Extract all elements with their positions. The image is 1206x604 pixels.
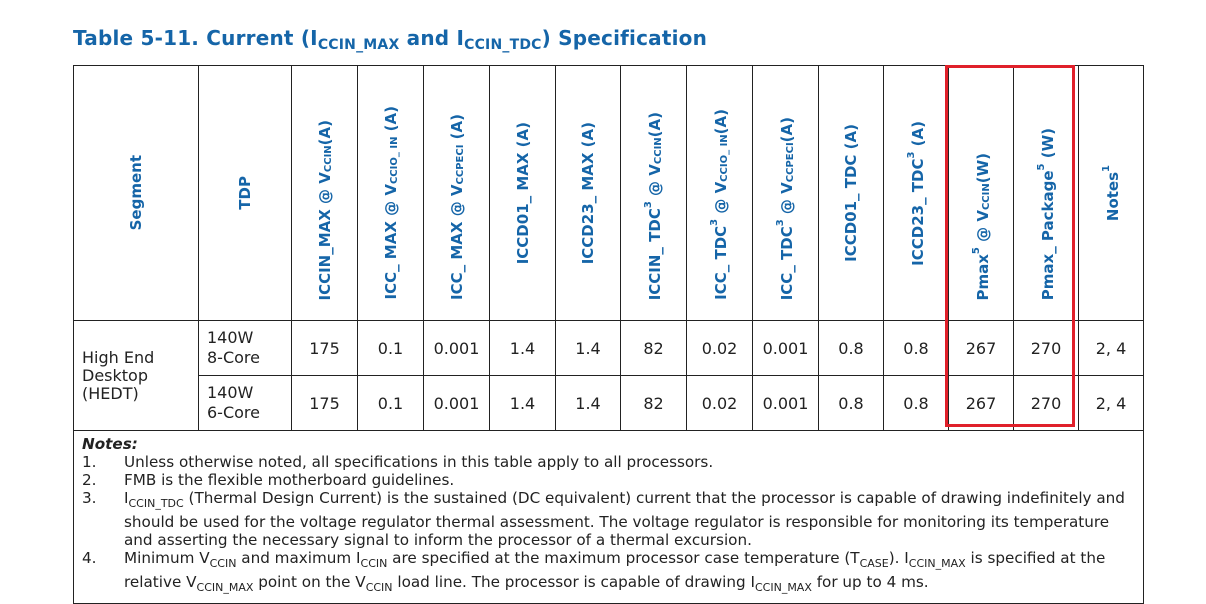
notes-row — [74, 431, 1144, 604]
value-cell: 0.001 — [424, 376, 490, 431]
note-item: 4. Minimum $V_{CCIN}$ and maximum $I_{CCIN}$ are specified at the maximum processor case temperature $(T_{CASE})$. $I_{CCIN\_MAX}$ is specified at the relative $V_{CCIN\_MAX}$ point on the $V_{CCIN}$ load line. The processor is capable of drawing $I_{CCIN\_MAX}$ for up to 4 ms. — [82, 549, 1106, 595]
value-cell: 82 — [621, 321, 687, 376]
table-title: Table 5-11. Current ($I_{CCIN\_MAX}$ and $I_{CCIN\_TDC}$) Specification — [73, 26, 708, 53]
value-cell: 1.4 — [556, 376, 621, 431]
segment-cell: High End Desktop (HEDT) — [74, 321, 199, 431]
notes-cell: 2, 4 — [1079, 376, 1144, 431]
value-cell: 0.8 — [884, 376, 949, 431]
value-cell: 175 — [292, 321, 358, 376]
note-item: 2. FMB is the flexible motherboard guidelines. — [82, 471, 455, 489]
notes-title: Notes: — [82, 435, 138, 453]
value-cell: 0.001 — [424, 321, 490, 376]
tdp-cell: 140W 6-Core — [199, 376, 292, 431]
value-cell: 175 — [292, 376, 358, 431]
value-cell: 0.001 — [753, 321, 819, 376]
header-icc-tdc-vccio: ICC_ TDC$^3$ @ $V_{CCIO\_ IN}(A)$ — [687, 66, 753, 321]
value-cell: 1.4 — [490, 321, 556, 376]
header-iccd23-tdc: ICCD23_ TDC$^3$ (A) — [884, 66, 949, 321]
value-cell: 0.001 — [753, 376, 819, 431]
current-spec-table — [73, 65, 1144, 604]
notes-section — [74, 431, 1144, 604]
value-cell: 270 — [1014, 321, 1079, 376]
value-cell: 1.4 — [490, 376, 556, 431]
value-cell: 0.8 — [819, 376, 884, 431]
value-cell: 0.8 — [819, 321, 884, 376]
value-cell: 267 — [949, 376, 1014, 431]
value-cell: 1.4 — [556, 321, 621, 376]
header-tdp: TDP — [199, 66, 292, 321]
value-cell: 270 — [1014, 376, 1079, 431]
header-iccd23-max: ICCD23_ MAX (A) — [556, 66, 621, 321]
value-cell: 0.02 — [687, 321, 753, 376]
note-item: 1. Unless otherwise noted, all specifications in this table apply to all processors. — [82, 453, 714, 471]
header-iccd01-max: ICCD01_ MAX (A) — [490, 66, 556, 321]
value-cell: 82 — [621, 376, 687, 431]
header-iccin-max: ICCIN_MAX @ $V_{CCIN}(A)$ — [292, 66, 358, 321]
header-iccd01-tdc: ICCD01_ TDC (A) — [819, 66, 884, 321]
header-pmax: Pmax$^5$ @ $V_{CCIN}(W)$ — [949, 66, 1014, 321]
header-icc-max-vccio: ICC_ MAX @ $V_{CCIO\_ IN}$ (A) — [358, 66, 424, 321]
header-icc-max-vccpeci: ICC_ MAX @ $V_{CCPECI}$ (A) — [424, 66, 490, 321]
header-icc-tdc-vccpeci: ICC_ TDC$^3$ @ $V_{CCPECI}(A)$ — [753, 66, 819, 321]
note-item: 3. $I_{CCIN\_TDC}$ (Thermal Design Current) is the sustained (DC equivalent) current that the processor is capable of drawing indefinitely and should be used for the voltage regulator thermal assessment. The voltage regulator is responsible for monitoring its temperature and asserting the necessary signal to inform the processor of a thermal excursion. — [82, 489, 1125, 550]
value-cell: 267 — [949, 321, 1014, 376]
value-cell: 0.8 — [884, 321, 949, 376]
header-row — [74, 66, 1144, 321]
value-cell: 0.1 — [358, 376, 424, 431]
header-segment: Segment — [74, 66, 199, 321]
notes-cell: 2, 4 — [1079, 321, 1144, 376]
value-cell: 0.02 — [687, 376, 753, 431]
table-row — [74, 376, 1144, 431]
table-row — [74, 321, 1144, 376]
header-iccin-tdc: ICCIN_ TDC$^3$ @ $V_{CCIN}(A)$ — [621, 66, 687, 321]
value-cell: 0.1 — [358, 321, 424, 376]
tdp-cell: 140W 8-Core — [199, 321, 292, 376]
header-pmax-package: Pmax_ Package$^5$ (W) — [1014, 66, 1079, 321]
header-notes: Notes$^1$ — [1079, 66, 1144, 321]
